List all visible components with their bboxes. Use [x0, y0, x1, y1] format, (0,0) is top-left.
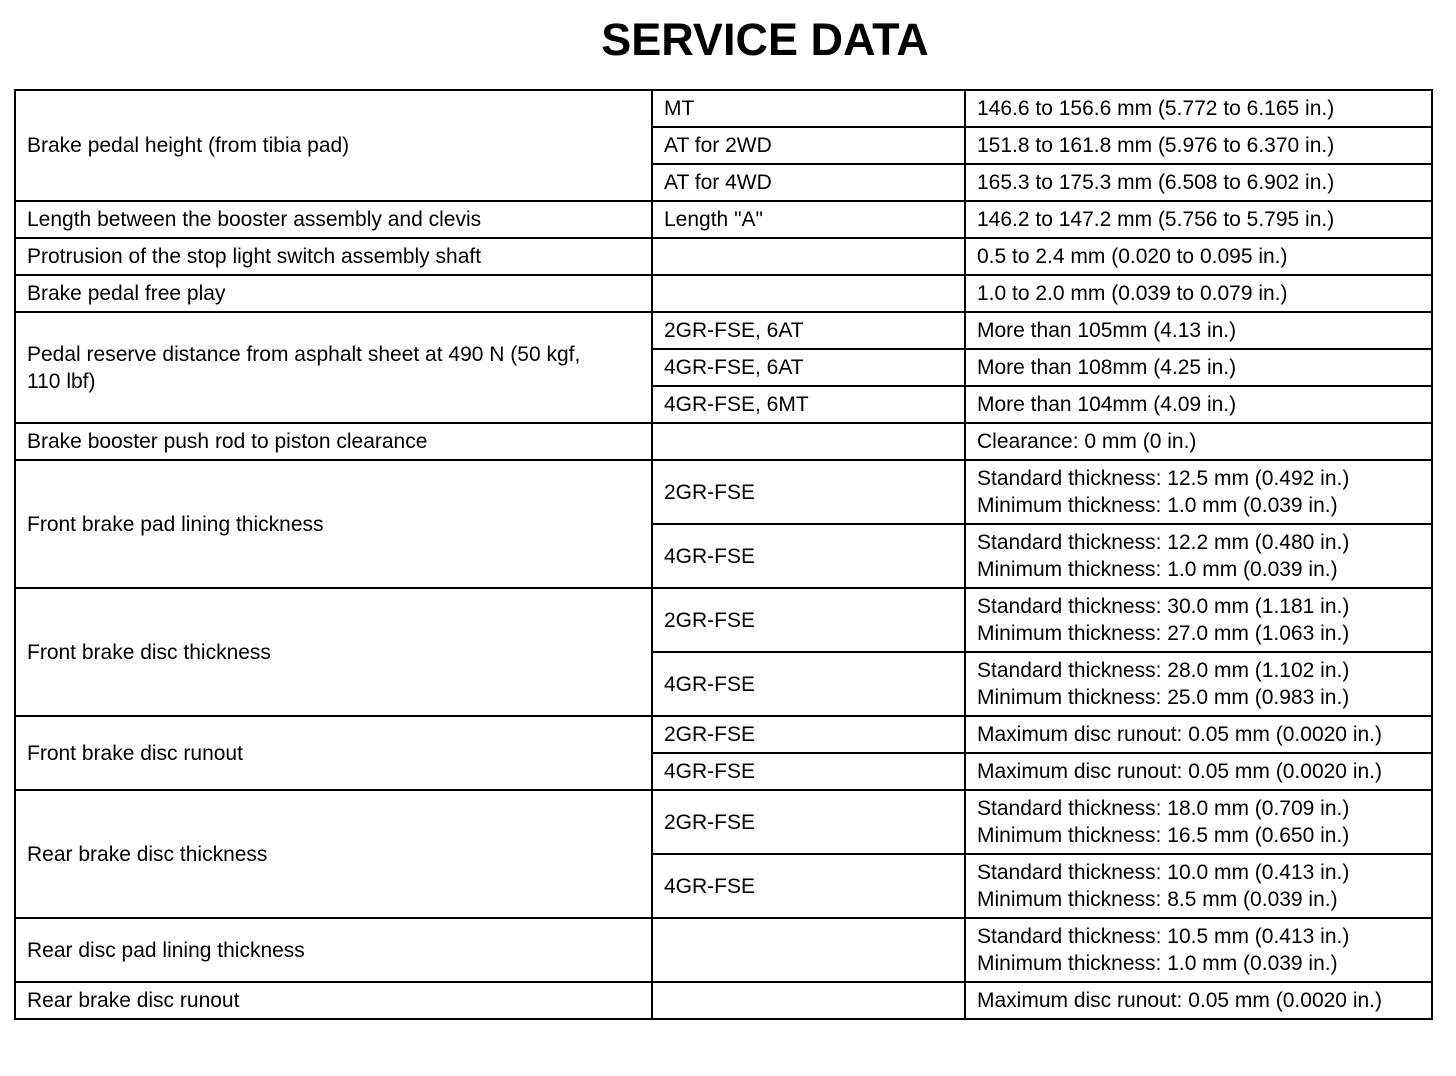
value-cell: 0.5 to 2.4 mm (0.020 to 0.095 in.) [965, 238, 1432, 275]
condition-cell [652, 982, 965, 1019]
table-row [15, 918, 1432, 982]
value-line: Minimum thickness: 1.0 mm (0.039 in.) [977, 952, 1338, 975]
table-row [15, 201, 1432, 238]
condition-cell: 2GR-FSE [652, 790, 965, 854]
value-cell: 151.8 to 161.8 mm (5.976 to 6.370 in.) [965, 127, 1432, 164]
item-line: 110 lbf) [27, 369, 96, 393]
condition-cell: 4GR-FSE [652, 652, 965, 716]
condition-cell: 2GR-FSE [652, 716, 965, 753]
condition-cell: 2GR-FSE [652, 588, 965, 652]
value-cell: Clearance: 0 mm (0 in.) [965, 423, 1432, 460]
condition-cell [652, 238, 965, 275]
value-line: Standard thickness: 10.0 mm (0.413 in.) [977, 861, 1350, 884]
item-cell: Front brake pad lining thickness [15, 460, 652, 588]
item-cell: Rear brake disc runout [15, 982, 652, 1019]
table-row [15, 312, 1432, 349]
item-cell: Rear brake disc thickness [15, 790, 652, 918]
item-cell: Length between the booster assembly and clevis [15, 201, 652, 238]
value-cell [965, 652, 1432, 716]
table-row [15, 982, 1432, 1019]
item-cell [15, 312, 652, 423]
table-row [15, 588, 1432, 652]
value-cell [965, 460, 1432, 524]
value-line: Standard thickness: 28.0 mm (1.102 in.) [977, 659, 1350, 682]
value-line: Standard thickness: 12.2 mm (0.480 in.) [977, 531, 1350, 554]
condition-cell [652, 275, 965, 312]
value-cell [965, 524, 1432, 588]
value-cell [965, 588, 1432, 652]
table-row [15, 238, 1432, 275]
item-cell: Brake booster push rod to piston clearance [15, 423, 652, 460]
condition-cell: 2GR-FSE [652, 460, 965, 524]
value-line: Minimum thickness: 16.5 mm (0.650 in.) [977, 824, 1350, 847]
value-cell: More than 105mm (4.13 in.) [965, 312, 1432, 349]
value-line: Minimum thickness: 1.0 mm (0.039 in.) [977, 558, 1338, 581]
value-cell [965, 854, 1432, 918]
table-row [15, 460, 1432, 524]
item-line: Pedal reserve distance from asphalt sheet at 490 N (50 kgf, [27, 342, 581, 366]
condition-cell: 4GR-FSE [652, 524, 965, 588]
value-line: Minimum thickness: 25.0 mm (0.983 in.) [977, 686, 1350, 709]
condition-cell: 4GR-FSE [652, 753, 965, 790]
condition-cell: 2GR-FSE, 6AT [652, 312, 965, 349]
item-cell: Brake pedal height (from tibia pad) [15, 90, 652, 201]
table-row [15, 275, 1432, 312]
item-cell: Front brake disc runout [15, 716, 652, 790]
value-line: Standard thickness: 10.5 mm (0.413 in.) [977, 925, 1350, 948]
value-line: Minimum thickness: 1.0 mm (0.039 in.) [977, 494, 1338, 517]
value-cell: More than 104mm (4.09 in.) [965, 386, 1432, 423]
condition-cell [652, 423, 965, 460]
table-row [15, 790, 1432, 854]
service-data-table [14, 89, 1433, 1020]
value-cell: Maximum disc runout: 0.05 mm (0.0020 in.) [965, 716, 1432, 753]
value-cell: Maximum disc runout: 0.05 mm (0.0020 in.) [965, 753, 1432, 790]
table-row [15, 716, 1432, 753]
item-cell: Rear disc pad lining thickness [15, 918, 652, 982]
value-cell: Maximum disc runout: 0.05 mm (0.0020 in.) [965, 982, 1432, 1019]
item-cell: Brake pedal free play [15, 275, 652, 312]
value-line: Standard thickness: 30.0 mm (1.181 in.) [977, 595, 1350, 618]
value-cell: 146.2 to 147.2 mm (5.756 to 5.795 in.) [965, 201, 1432, 238]
condition-cell: 4GR-FSE [652, 854, 965, 918]
condition-cell: AT for 4WD [652, 164, 965, 201]
value-cell: More than 108mm (4.25 in.) [965, 349, 1432, 386]
item-cell: Protrusion of the stop light switch assembly shaft [15, 238, 652, 275]
value-cell: 1.0 to 2.0 mm (0.039 to 0.079 in.) [965, 275, 1432, 312]
condition-cell: Length "A" [652, 201, 965, 238]
value-cell [965, 918, 1432, 982]
item-cell: Front brake disc thickness [15, 588, 652, 716]
condition-cell [652, 918, 965, 982]
page-title: SERVICE DATA [601, 14, 929, 65]
value-line: Minimum thickness: 27.0 mm (1.063 in.) [977, 622, 1350, 645]
table-row [15, 90, 1432, 127]
condition-cell: 4GR-FSE, 6AT [652, 349, 965, 386]
condition-cell: 4GR-FSE, 6MT [652, 386, 965, 423]
condition-cell: MT [652, 90, 965, 127]
table-row [15, 423, 1432, 460]
value-line: Standard thickness: 12.5 mm (0.492 in.) [977, 467, 1350, 490]
value-line: Standard thickness: 18.0 mm (0.709 in.) [977, 797, 1350, 820]
value-cell [965, 790, 1432, 854]
value-cell: 165.3 to 175.3 mm (6.508 to 6.902 in.) [965, 164, 1432, 201]
value-cell: 146.6 to 156.6 mm (5.772 to 6.165 in.) [965, 90, 1432, 127]
value-line: Minimum thickness: 8.5 mm (0.039 in.) [977, 888, 1338, 911]
condition-cell: AT for 2WD [652, 127, 965, 164]
